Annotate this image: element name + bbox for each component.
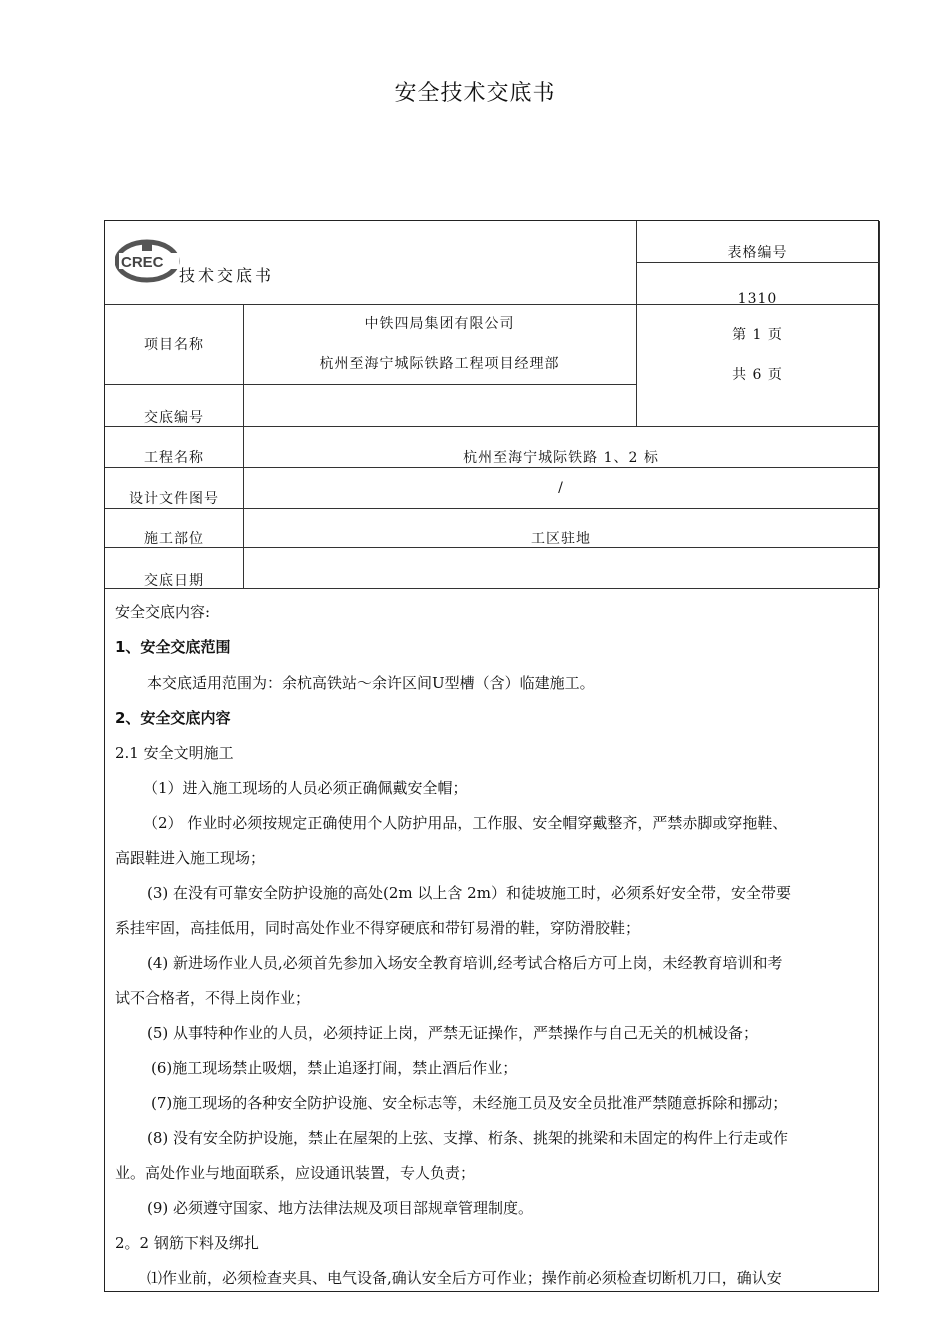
form-no-value: 1310 [737,291,778,307]
page-info [636,304,879,426]
list-item: 系挂牢固，高挂低用，同时高处作业不得穿硬底和带钉易滑的鞋，穿防滑胶鞋； [115,919,641,937]
list-item: (5) 从事特种作业的人员，必须持证上岗，严禁无证操作，严禁操作与自己无关的机械设备； [147,1024,759,1042]
design-doc-value: / [558,479,564,496]
section-heading: 2、安全交底内容 [115,709,231,727]
paragraph: 本交底适用范围为：余杭高铁站～余许区间U型槽（含）临建施工。 [147,674,595,692]
project-name-line2: 杭州至海宁城际铁路工程项目经理部 [319,356,560,372]
form-no-label: 表格编号 [727,244,788,261]
date-label: 交底日期 [144,572,204,589]
list-item: (8) 没有安全防护设施，禁止在屋架的上弦、支撑、桁条、挑架的挑梁和未固定的构件上行走或作 [147,1129,789,1147]
list-item: （2） 作业时必须按规定正确使用个人防护用品，工作服、安全帽穿戴整齐，严禁赤脚或穿拖鞋、 [143,814,788,832]
section-heading: 1、安全交底范围 [115,638,231,656]
location-label: 施工部位 [144,530,204,547]
project-name-label: 项目名称 [144,337,204,353]
list-item: ⑴作业前，必须检查夹具、电气设备,确认安全后方可作业；操作前必须检查切断机刀口，确认安 [147,1269,782,1287]
logo-letters: CREC [121,254,164,271]
work-name-label: 工程名称 [144,449,204,466]
list-item: 试不合格者，不得上岗作业； [115,989,311,1007]
work-name-value: 杭州至海宁城际铁路 1、2 标 [463,449,659,466]
header-title: 技术交底书 [179,266,275,285]
list-item: (4) 新进场作业人员,必须首先参加入场安全教育培训,经考试合格后方可上岗，未经教育培训和考 [147,954,783,972]
page-current: 第 1 页 [732,327,783,343]
design-doc-label: 设计文件图号 [129,490,219,507]
list-item: （1）进入施工现场的人员必须正确佩戴安全帽； [143,779,468,797]
list-item: 高跟鞋进入施工现场； [115,849,266,867]
page-total: 共 6 页 [732,367,783,383]
subsection-heading: 2.1 安全文明施工 [115,744,234,762]
project-name-value [243,304,636,384]
list-item: (9) 必须遵守国家、地方法律法规及项目部规章管理制度。 [147,1199,534,1217]
col-divider [879,221,880,588]
date-value [243,547,879,588]
list-item: 业。高处作业与地面联系，应设通讯装置，专人负责； [115,1164,476,1182]
document-title: 安全技术交底书 [394,81,556,106]
handover-code-label: 交底编号 [144,410,204,426]
list-item: (7)施工现场的各种安全防护设施、安全标志等，未经施工员及安全员批准严禁随意拆除和挪动； [151,1094,788,1112]
project-name-line1: 中铁四局集团有限公司 [364,316,515,332]
list-item: (3) 在没有可靠安全防护设施的高处(2m 以上含 2m）和徒坡施工时，必须系好安全带，安全带要 [147,884,791,902]
subsection-heading: 2。2 钢筋下料及绑扎 [115,1234,259,1252]
handover-form [104,220,879,1292]
location-value: 工区驻地 [531,530,591,547]
list-item: (6)施工现场禁止吸烟，禁止追逐打闹，禁止酒后作业； [151,1059,518,1077]
content-intro: 安全交底内容: [115,603,211,621]
handover-code-value [243,384,636,426]
